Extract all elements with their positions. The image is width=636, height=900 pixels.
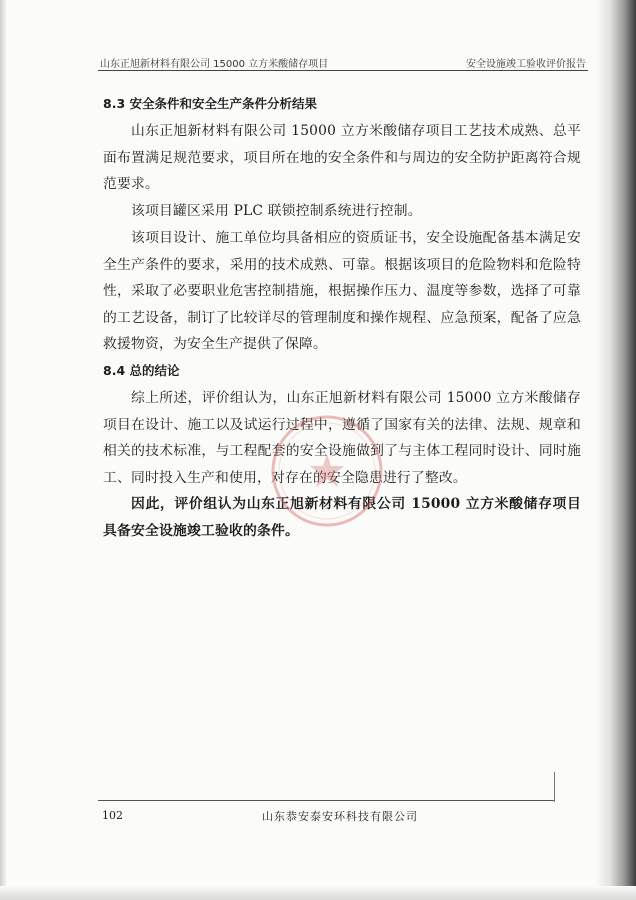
section-8-4-paragraph-1: 综上所述，评价组认为，山东正旭新材料有限公司 15000 立方米酸储存项目在设计、施工以及试运行过程中，遵循了国家有关的法律、法规、规章和相关的技术标准，与工程配套的安全设施做到了与主体工程同时设计、同时施工、同时投入生产和使用，对存在的安全隐患进行了整改。 xyxy=(103,390,581,486)
footer-company-name: 山东恭安泰安环科技有限公司 xyxy=(262,810,418,823)
section-8-3-paragraph-3: 该项目设计、施工单位均具备相应的资质证书，安全设施配备基本满足安全生产条件的要求，采用的技术成熟、可靠。根据该项目的危险物料和危险特性，采取了必要职业危害控制措施，根据操作压力、温度等参数，选择了可靠的工艺设备，制订了比较详尽的管理制度和操作规程、应急预案，配备了应急救援物资，为安全生产提供了保障。 xyxy=(103,230,581,352)
page-number: 102 xyxy=(102,809,123,822)
scan-right-shadow xyxy=(596,0,636,900)
scan-bottom-edge xyxy=(0,886,636,900)
section-8-3-heading: 8.3 安全条件和安全生产条件分析结果 xyxy=(103,96,317,111)
scan-left-edge xyxy=(0,0,6,900)
header-divider xyxy=(98,70,588,71)
section-8-3-paragraph-1: 山东正旭新材料有限公司 15000 立方米酸储存项目工艺技术成熟、总平面布置满足规范要求，项目所在地的安全条件和与周边的安全防护距离符合规范要求。 xyxy=(103,123,581,192)
company-seal-stamp xyxy=(268,412,386,530)
footer-divider xyxy=(98,800,554,801)
running-header xyxy=(98,50,586,70)
section-8-3-paragraph-2: 该项目罐区采用 PLC 联锁控制系统进行控制。 xyxy=(131,203,422,219)
header-report-title: 安全设施竣工验收评价报告 xyxy=(466,59,586,70)
section-8-4-paragraph-2: 因此，评价组认为山东正旭新材料有限公司 15000 立方米酸储存项目具备安全设施竣工验收的条件。 xyxy=(103,496,581,539)
footer-vertical-tick xyxy=(554,772,555,802)
header-project-title: 山东正旭新材料有限公司 15000 立方米酸储存项目 xyxy=(100,59,329,70)
section-8-4-heading: 8.4 总的结论 xyxy=(103,363,180,378)
